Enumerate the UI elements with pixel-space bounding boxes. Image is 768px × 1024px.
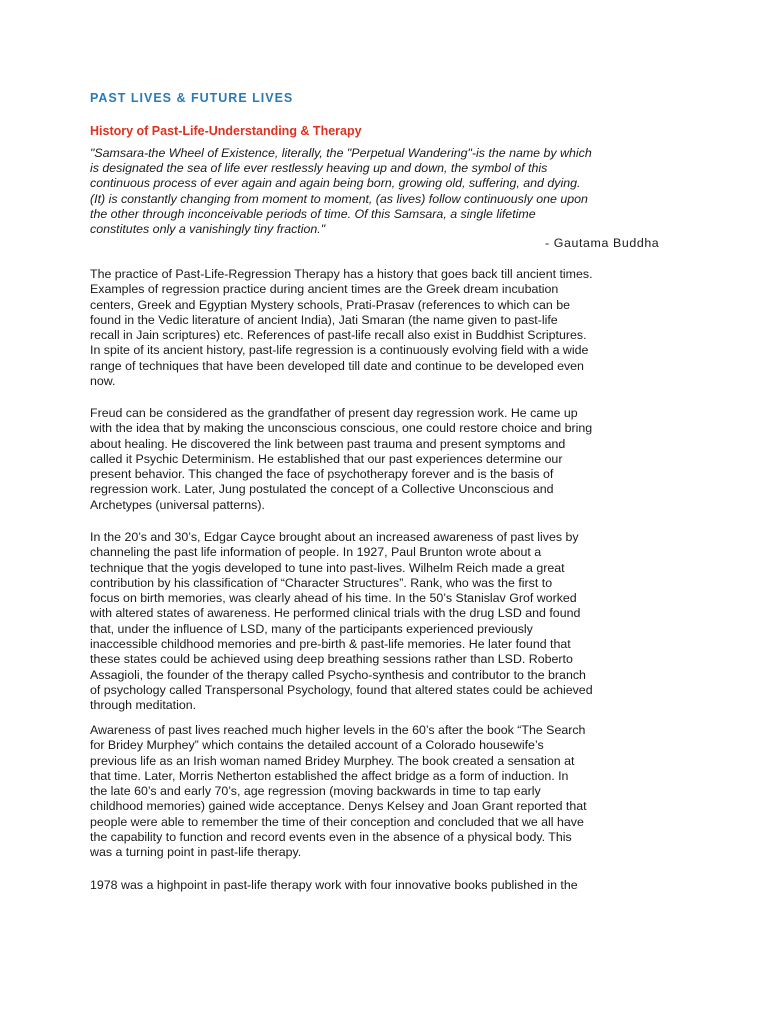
text-line: range of techniques that have been developed till date and continue to be developed even [90, 358, 584, 373]
text-line: now. [90, 374, 116, 389]
text-line: with altered states of awareness. He performed clinical trials with the drug LSD and found [90, 606, 581, 621]
text-line: for Bridey Murphey” which contains the detailed account of a Colorado housewife’s [90, 738, 544, 753]
text-line: the capability to function and record events even in the absence of a physical body. This [90, 830, 572, 845]
quote-line: is designated the sea of life ever restlessly heaving up and down, the symbol of this [90, 161, 548, 176]
text-line: Freud can be considered as the grandfather of present day regression work. He came up [90, 406, 578, 420]
text-line: people were able to remember the time of their conception and concluded that we all have [90, 814, 584, 829]
text-line: The practice of Past-Life-Regression Therapy has a history that goes back till ancient times. [90, 267, 593, 281]
text-line: inaccessible childhood memories and pre-birth & past-life memories. He later found that [90, 637, 571, 652]
text-line: technique that the yogis developed to tune into past-lives. Wilhelm Reich made a great [90, 560, 565, 575]
text-line: that time. Later, Morris Netherton established the affect bridge as a form of induction. In [90, 768, 569, 783]
text-line: of psychology called Transpersonal Psychology, found that altered states could be achieved [90, 682, 593, 697]
quote-line: "Samsara-the Wheel of Existence, literally, the "Perpetual Wandering"-is the name by which [90, 146, 592, 160]
paragraph-freud [90, 406, 720, 513]
text-line: was a turning point in past-life therapy. [90, 845, 302, 860]
text-line: channeling the past life information of people. In 1927, Paul Brunton wrote about a [90, 545, 542, 560]
text-line: recall in Jain scriptures) etc. References of past-life recall also exist in Buddhist Scriptures. [90, 328, 587, 343]
paragraph-1978 [90, 878, 720, 893]
quote-line: (It) is constantly changing from moment to moment, (as lives) follow continuously one upon [90, 191, 588, 206]
text-line: the late 60’s and early 70’s, age regression (moving backwards in time to tap early [90, 784, 541, 799]
text-line: Archetypes (universal patterns). [90, 497, 265, 512]
quote-line: the other through inconceivable periods of time. Of this Samsara, a single lifetime [90, 206, 536, 221]
text-line: Awareness of past lives reached much higher levels in the 60’s after the book “The Search [90, 723, 586, 737]
buddha-quote [90, 146, 690, 237]
text-line: contribution by his classification of “Character Structures”. Rank, who was the first to [90, 575, 553, 590]
text-line: previous life as an Irish woman named Bridey Murphey. The book created a sensation at [90, 753, 575, 768]
paragraph-bridey-murphey [90, 723, 720, 861]
paragraph-ancient-practice [90, 267, 720, 389]
document-title: PAST LIVES & FUTURE LIVES [90, 91, 294, 105]
quote-line: constitutes only a vanishingly tiny fraction." [90, 222, 326, 237]
quote-line: continuous process of ever again and again being born, growing old, suffering, and dying. [90, 176, 581, 191]
text-line: called it Psychic Determinism. He established that our past experiences determine our [90, 451, 563, 466]
paragraph-cayce-grof [90, 530, 720, 714]
text-line: with the idea that by making the unconscious conscious, one could restore choice and bring [90, 421, 593, 436]
text-line: 1978 was a highpoint in past-life therapy work with four innovative books published in the [90, 878, 578, 892]
text-line: Examples of regression practice during ancient times are the Greek dream incubation [90, 282, 559, 297]
text-line: In spite of its ancient history, past-life regression is a continuously evolving field with a wide [90, 343, 589, 358]
text-line: found in the Vedic literature of ancient India), Jati Smaran (the name given to past-life [90, 312, 558, 327]
text-line: centers, Greek and Egyptian Mystery schools, Prati-Prasav (references to which can be [90, 297, 571, 312]
text-line: through meditation. [90, 698, 197, 713]
text-line: these states could be achieved using deep breathing sessions rather than LSD. Roberto [90, 652, 573, 667]
text-line: regression work. Later, Jung postulated the concept of a Collective Unconscious and [90, 482, 554, 497]
text-line: that, under the influence of LSD, many of the participants experienced previously [90, 621, 533, 636]
text-line: Assagioli, the founder of the therapy called Psycho-synthesis and contributor to the branch [90, 667, 586, 682]
text-line: about healing. He discovered the link between past trauma and present symptoms and [90, 436, 566, 451]
text-line: childhood memories) gained wide acceptance. Denys Kelsey and Joan Grant reported that [90, 799, 587, 814]
text-line: present behavior. This changed the face of psychotherapy forever and is the basis of [90, 467, 554, 482]
text-line: In the 20’s and 30’s, Edgar Cayce brought about an increased awareness of past lives by [90, 530, 579, 544]
quote-attribution: - Gautama Buddha [545, 236, 660, 250]
text-line: focus on birth memories, was clearly ahead of his time. In the 50’s Stanislav Grof worked [90, 591, 577, 606]
section-heading: History of Past-Life-Understanding & Therapy [90, 124, 362, 138]
